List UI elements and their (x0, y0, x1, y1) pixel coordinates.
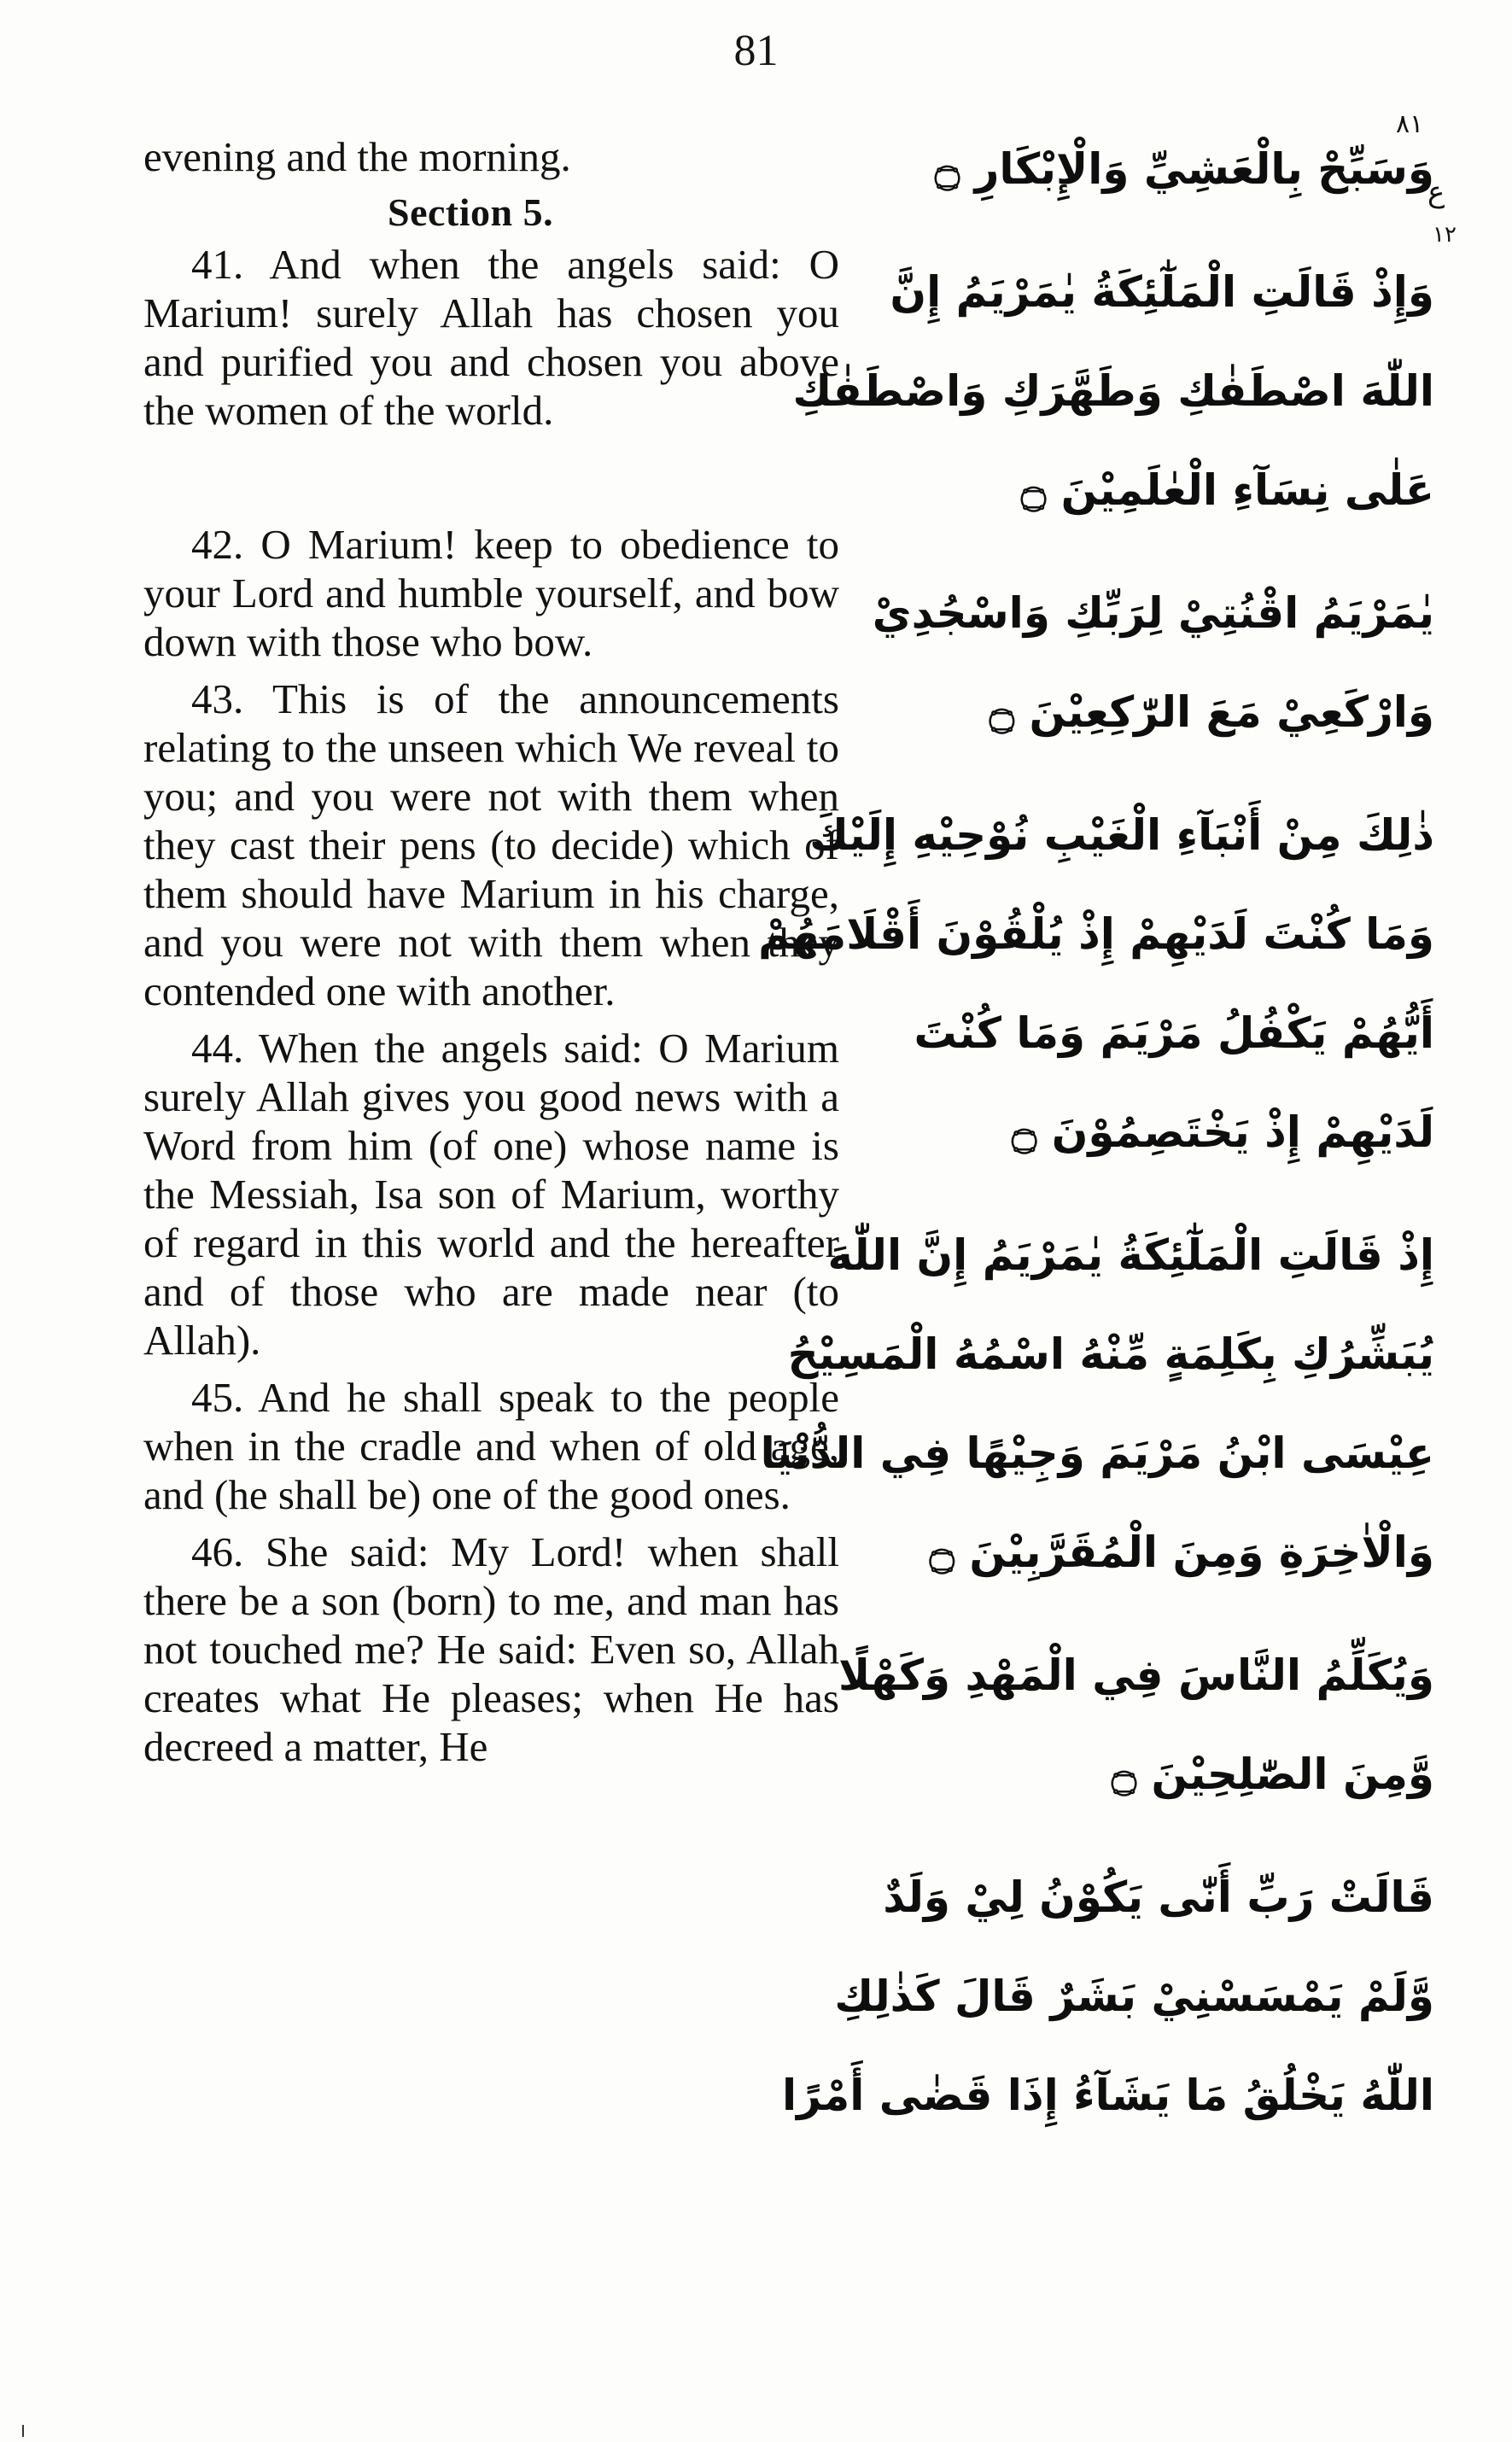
arabic-line: وَمَا كُنْتَ لَدَيْهِمْ إِذْ يُلْقُوْنَ أَقْلَامَهُمْ (758, 909, 1434, 959)
verse-41 (143, 240, 839, 435)
verse-text: She said: My Lord! when shall there be a son (born) to me, and man has not touched me? He said: Even so, Allah creates what He pleases; when He has decreed a matter, He (143, 1528, 840, 1770)
arabic-line: يُبَشِّرُكِ بِكَلِمَةٍ مِّنْهُ اسْمُهُ الْمَسِيْحُ (787, 1329, 1434, 1379)
verse-text: When the angels said: O Marium surely Allah gives you good news with a Word from him (of one) whose name is the Messiah, Isa son of Marium, worthy of regard in this world and the hereafter and of those who are made near (to Allah). (143, 1025, 839, 1364)
verse-count-marker: ٨١ (1396, 109, 1424, 139)
verse-46 (143, 1528, 839, 1771)
verse-text: And when the angels said: O Marium! surely Allah has chosen you and purified you and chosen you above the women of the world. (143, 241, 839, 434)
english-translation-column (143, 132, 839, 1771)
section-heading: Section 5. (388, 190, 554, 234)
arabic-line: اللّٰهَ اصْطَفٰكِ وَطَهَّرَكِ وَاصْطَفٰكِ (792, 366, 1434, 416)
arabic-line: وَالْاٰخِرَةِ وَمِنَ الْمُقَرَّبِيْنَ ۝ (929, 1528, 1434, 1577)
verse-number: 42. (191, 521, 244, 568)
continuation-text: evening and the morning. (143, 133, 571, 180)
arabic-line: أَيُّهُمْ يَكْفُلُ مَرْيَمَ وَمَا كُنْتَ (914, 1008, 1434, 1058)
arabic-line: وَّمِنَ الصّٰلِحِيْنَ ۝ (1111, 1750, 1434, 1799)
verse-text: And he shall speak to the people when in the cradle and when of old age, and (he shall be) one of the good ones. (143, 1374, 839, 1518)
arabic-line: وَسَبِّحْ بِالْعَشِيِّ وَالْإِبْكَارِ ۝ (934, 144, 1434, 194)
verse-42 (143, 520, 839, 666)
verse-text: This is of the announcements relating to the unseen which We reveal to you; and you were not with them when they cast their pens (to decide) which of them should have Marium in his charge, and you were not with them when they contended one with another. (143, 675, 839, 1014)
verse-number: 44. (191, 1025, 244, 1072)
arabic-line: ذٰلِكَ مِنْ أَنْبَآءِ الْغَيْبِ نُوْحِيْهِ إِلَيْكَ (809, 810, 1434, 860)
verse-number: 43. (191, 675, 244, 722)
verse-number: 41. (191, 241, 244, 288)
verse-number: 46. (191, 1528, 244, 1575)
arabic-line: وَّلَمْ يَمْسَسْنِيْ بَشَرٌ قَالَ كَذٰلِكِ (834, 1972, 1434, 2021)
ruku-count-marker: ١٢ (1433, 222, 1457, 248)
arabic-line: وَارْكَعِيْ مَعَ الرّٰكِعِيْنَ ۝ (989, 687, 1434, 737)
arabic-line: إِذْ قَالَتِ الْمَلٰٓئِكَةُ يٰمَرْيَمُ إِنَّ اللّٰهَ (827, 1230, 1434, 1280)
arabic-line: لَدَيْهِمْ إِذْ يَخْتَصِمُوْنَ ۝ (1012, 1107, 1434, 1157)
verse-number: 45. (191, 1374, 244, 1421)
arabic-line: اللّٰهُ يَخْلُقُ مَا يَشَآءُ إِذَا قَضٰى أَمْرًا (782, 2071, 1434, 2120)
arabic-text-column (758, 120, 1434, 2145)
arabic-line: عِيْسَى ابْنُ مَرْيَمَ وَجِيْهًا فِي الدُّنْيَا (760, 1428, 1434, 1478)
arabic-line: عَلٰى نِسَآءِ الْعٰلَمِيْنَ ۝ (1020, 465, 1434, 515)
scan-edge-mark (22, 2425, 24, 2437)
arabic-line: وَإِذْ قَالَتِ الْمَلٰٓئِكَةُ يٰمَرْيَمُ إِنَّ (890, 267, 1434, 317)
arabic-line: وَيُكَلِّمُ النَّاسَ فِي الْمَهْدِ وَكَهْلًا (838, 1650, 1434, 1700)
verse-45 (143, 1373, 839, 1519)
verse-44 (143, 1024, 839, 1364)
page-number: 81 (733, 26, 779, 75)
arabic-line: قَالَتْ رَبِّ أَنّٰى يَكُوْنُ لِيْ وَلَدٌ (883, 1872, 1434, 1922)
verse-43 (143, 675, 839, 1015)
arabic-line: يٰمَرْيَمُ اقْنُتِيْ لِرَبِّكِ وَاسْجُدِيْ (872, 588, 1434, 638)
verse-text: O Marium! keep to obedience to your Lord and humble yourself, and bow down with those who bow. (143, 521, 839, 665)
ruku-marker: ع (1427, 175, 1445, 209)
